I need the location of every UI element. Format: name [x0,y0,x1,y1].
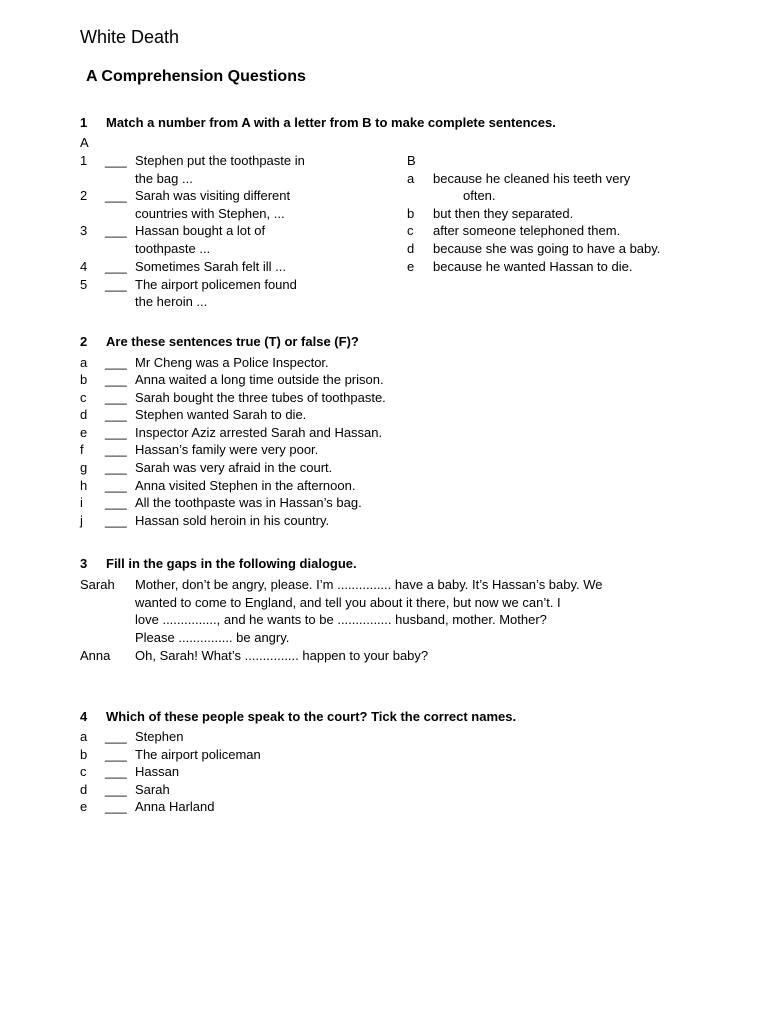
item-text: The airport policemen found [135,277,297,292]
answer-blank[interactable]: ___ [105,747,127,762]
item-text: Stephen [135,729,184,744]
item-letter: c [80,390,87,405]
item-number: 5 [80,277,88,292]
answer-blank[interactable]: ___ [105,513,127,528]
item-letter: e [407,259,415,274]
item-text: Sarah bought the three tubes of toothpaste. [135,390,386,405]
dialogue-text: wanted to come to England, and tell you about it there, but now we can’t. I [135,595,561,610]
answer-blank[interactable]: ___ [105,729,127,744]
item-text-cont: countries with Stephen, ... [135,206,285,221]
item-text: Stephen wanted Sarah to die. [135,407,307,422]
item-text-cont: the bag ... [135,171,193,186]
item-letter: b [80,372,88,387]
item-letter: e [80,799,88,814]
item-letter: j [80,513,83,528]
question-number: 4 [80,709,88,724]
answer-blank[interactable]: ___ [105,799,127,814]
item-letter: g [80,460,88,475]
item-number: 3 [80,223,88,238]
item-text: Sometimes Sarah felt ill ... [135,259,286,274]
item-text: Sarah [135,782,170,797]
item-text: but then they separated. [433,206,574,221]
item-letter: c [407,223,414,238]
answer-blank[interactable]: ___ [105,372,127,387]
item-text: Hassan’s family were very poor. [135,442,319,457]
item-text: Inspector Aziz arrested Sarah and Hassan. [135,425,383,440]
item-text-cont: toothpaste ... [135,241,211,256]
item-letter: a [407,171,415,186]
item-text: Anna visited Stephen in the afternoon. [135,478,356,493]
item-text-cont: the heroin ... [135,294,208,309]
item-text: Sarah was visiting different [135,188,291,203]
question-number: 1 [80,115,88,130]
answer-blank[interactable]: ___ [105,355,127,370]
item-letter: h [80,478,88,493]
item-number: 4 [80,259,88,274]
item-number: 2 [80,188,88,203]
item-text: Sarah was very afraid in the court. [135,460,333,475]
item-letter: e [80,425,88,440]
question-number: 2 [80,334,88,349]
item-letter: b [80,747,88,762]
answer-blank[interactable]: ___ [105,259,127,274]
item-text: Hassan sold heroin in his country. [135,513,330,528]
answer-blank[interactable]: ___ [105,782,127,797]
document-title: White Death [80,27,180,47]
answer-blank[interactable]: ___ [105,390,127,405]
answer-blank[interactable]: ___ [105,153,127,168]
item-letter: d [80,782,88,797]
item-text: Hassan bought a lot of [135,223,266,238]
question-number: 3 [80,556,88,571]
item-text: because he wanted Hassan to die. [433,259,633,274]
answer-blank[interactable]: ___ [105,495,127,510]
speaker-name: Anna [80,648,111,663]
dialogue-text: love ..............., and he wants to be ............... husband, mother. Mother? [135,612,547,627]
item-text-cont: often. [463,188,496,203]
item-letter: i [80,495,83,510]
dialogue-text: Please ............... be angry. [135,630,290,645]
section-title: A Comprehension Questions [86,68,306,85]
item-letter: f [80,442,84,457]
item-text: Mr Cheng was a Police Inspector. [135,355,329,370]
item-text: Stephen put the toothpaste in [135,153,305,168]
item-letter: d [407,241,415,256]
answer-blank[interactable]: ___ [105,407,127,422]
item-text: The airport policeman [135,747,261,762]
item-letter: a [80,729,88,744]
speaker-name: Sarah [80,577,115,592]
item-text: Hassan [135,764,180,779]
item-text: because he cleaned his teeth very [433,171,631,186]
dialogue-text: Oh, Sarah! What’s ............... happen to your baby? [135,648,429,663]
column-b-label: B [407,153,416,168]
answer-blank[interactable]: ___ [105,442,127,457]
question-text: Are these sentences true (T) or false (F)? [106,334,359,349]
item-number: 1 [80,153,88,168]
item-text: because she was going to have a baby. [433,241,661,256]
answer-blank[interactable]: ___ [105,223,127,238]
item-text: All the toothpaste was in Hassan’s bag. [135,495,362,510]
item-letter: c [80,764,87,779]
answer-blank[interactable]: ___ [105,478,127,493]
dialogue-text: Mother, don’t be angry, please. I’m ............... have a baby. It’s Hassan’s baby. We [135,577,603,592]
answer-blank[interactable]: ___ [105,188,127,203]
column-a-label: A [80,135,89,150]
answer-blank[interactable]: ___ [105,764,127,779]
item-text: after someone telephoned them. [433,223,621,238]
item-letter: b [407,206,415,221]
item-letter: a [80,355,88,370]
answer-blank[interactable]: ___ [105,277,127,292]
item-text: Anna Harland [135,799,215,814]
question-text: Match a number from A with a letter from B to make complete sentences. [106,115,556,130]
answer-blank[interactable]: ___ [105,460,127,475]
item-text: Anna waited a long time outside the prison. [135,372,384,387]
item-letter: d [80,407,88,422]
question-text: Fill in the gaps in the following dialogue. [106,556,357,571]
question-text: Which of these people speak to the court? Tick the correct names. [106,709,517,724]
answer-blank[interactable]: ___ [105,425,127,440]
